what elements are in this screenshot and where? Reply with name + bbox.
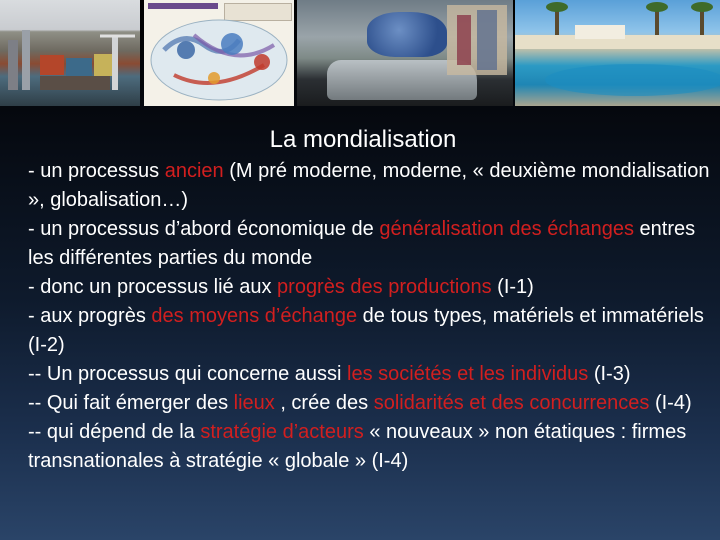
bullet-text: -- qui dépend de la xyxy=(28,421,201,443)
photo-strip xyxy=(0,0,720,106)
world-exchange-map xyxy=(144,0,294,106)
highlighted-term: des moyens d’échange xyxy=(151,305,358,327)
bullet-line xyxy=(28,389,712,418)
bullet-text: de tous types, matériels et immatériels (I-2) xyxy=(28,305,704,356)
bullet-text: (M pré moderne, moderne, « deuxième mondialisation », globalisation…) xyxy=(28,160,710,211)
bullet-line xyxy=(28,418,712,476)
highlighted-term: solidarités et des concurrences xyxy=(373,392,650,414)
bullet-text: - aux progrès xyxy=(28,305,152,327)
bullet-text: (I-3) xyxy=(588,363,631,385)
bullet-text: -- Qui fait émerger des xyxy=(28,392,234,414)
resort-pool-photo xyxy=(515,0,720,106)
highlighted-term: ancien xyxy=(164,160,224,182)
highlighted-term: généralisation des échanges xyxy=(379,218,634,240)
bullet-text: , crée des xyxy=(274,392,374,414)
highlighted-term: stratégie d’acteurs xyxy=(200,421,364,443)
bullet-text: - un processus xyxy=(28,160,165,182)
bullet-line xyxy=(28,157,712,215)
highlighted-term: progrès des productions xyxy=(277,276,492,298)
bullet-line xyxy=(28,273,712,302)
slide-body xyxy=(28,157,712,476)
bullet-text: (I-4) xyxy=(649,392,692,414)
bullet-text: (I-1) xyxy=(491,276,534,298)
migrant-camp-photo xyxy=(297,0,513,106)
highlighted-term: lieux xyxy=(233,392,275,414)
bullet-line xyxy=(28,215,712,273)
highlighted-term: les sociétés et les individus xyxy=(347,363,589,385)
bullet-text: -- Un processus qui concerne aussi xyxy=(28,363,348,385)
bullet-text: - donc un processus lié aux xyxy=(28,276,278,298)
bullet-line xyxy=(28,302,712,360)
bullet-line xyxy=(28,360,712,389)
bullet-text: - un processus d’abord économique de xyxy=(28,218,380,240)
slide-title xyxy=(0,125,720,155)
bullet-text: entres les différentes parties du monde xyxy=(28,218,696,269)
container-port-photo xyxy=(0,0,140,106)
slide-title-text: La mondialisation xyxy=(269,126,457,153)
bullet-text: « nouveaux » non étatiques : firmes transnationales à stratégie « globale » (I-4) xyxy=(28,421,687,472)
